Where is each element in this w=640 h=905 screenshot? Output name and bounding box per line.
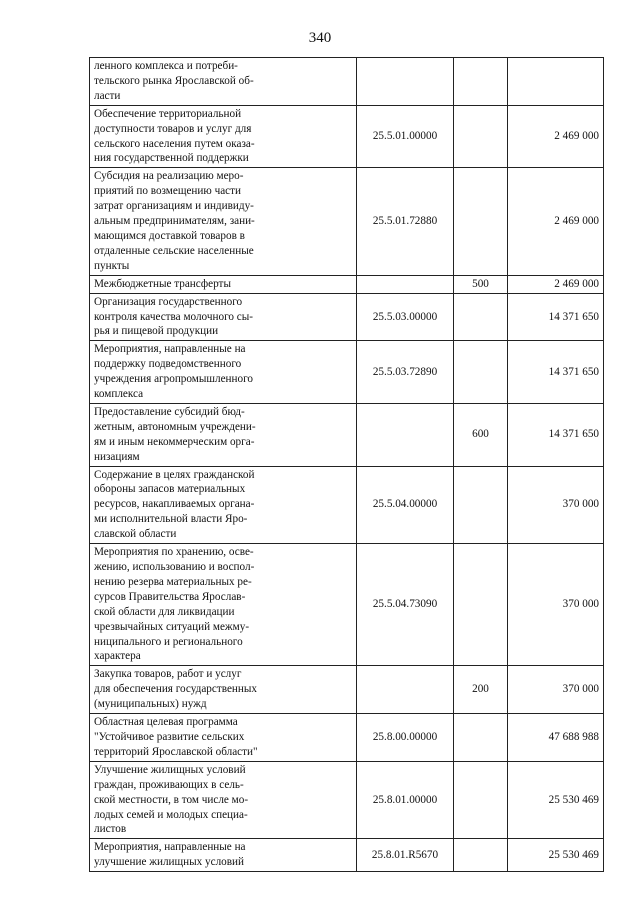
table-row [90, 341, 604, 404]
row-amount [508, 58, 604, 106]
row-amount: 14 371 650 [508, 293, 604, 341]
row-name-cell [90, 714, 357, 762]
row-amount: 25 530 469 [508, 839, 604, 872]
table-row [90, 275, 604, 293]
row-name: Мероприятия, направленные на поддержку подведомственного учреждения агропромышленного комплекса [94, 343, 254, 401]
row-name-cell [90, 275, 357, 293]
row-code: 25.8.00.00000 [357, 714, 454, 762]
table-row [90, 466, 604, 544]
row-amount: 2 469 000 [508, 105, 604, 168]
row-name-cell [90, 466, 357, 544]
row-name: Закупка товаров, работ и услуг для обеспечения государственных (муниципальных) нужд [94, 668, 258, 711]
row-amount: 14 371 650 [508, 403, 604, 466]
row-expense-type [454, 544, 508, 666]
table-row [90, 761, 604, 839]
row-code: 25.8.01.00000 [357, 761, 454, 839]
row-code: 25.5.04.00000 [357, 466, 454, 544]
row-name: ленного комплекса и потреби- тельского рынка Ярославской об- ласти [94, 60, 254, 102]
row-code [357, 275, 454, 293]
row-code: 25.5.04.73090 [357, 544, 454, 666]
row-name-cell [90, 293, 357, 341]
row-name: Субсидия на реализацию меро- приятий по возмещению части затрат организациям и индивиду- альным предпринимателям, зани- мающимся доставкой товаров в отдаленные сельские населенные пункты [94, 170, 255, 272]
row-code: 25.5.01.72880 [357, 168, 454, 275]
row-expense-type [454, 341, 508, 404]
row-amount: 370 000 [508, 544, 604, 666]
row-code: 25.5.03.72890 [357, 341, 454, 404]
budget-table [89, 57, 604, 872]
row-name: Мероприятия, направленные на улучшение жилищных условий [94, 841, 246, 869]
table-row [90, 839, 604, 872]
row-amount: 2 469 000 [508, 275, 604, 293]
page-number: 340 [308, 30, 332, 46]
row-expense-type: 500 [454, 275, 508, 293]
row-amount: 14 371 650 [508, 341, 604, 404]
row-amount: 25 530 469 [508, 761, 604, 839]
row-name: Содержание в целях гражданской обороны запасов материальных ресурсов, накапливаемых органа- ми исполнительной власти Яро- славской области [94, 468, 255, 541]
row-name: Организация государственного контроля качества молочного сы- рья и пищевой продукции [94, 295, 253, 338]
row-expense-type [454, 105, 508, 168]
row-amount: 370 000 [508, 466, 604, 544]
row-name-cell [90, 341, 357, 404]
row-expense-type [454, 839, 508, 872]
row-code [357, 58, 454, 106]
row-name: Межбюджетные трансферты [94, 277, 231, 290]
table-row [90, 714, 604, 762]
row-name: Обеспечение территориальной доступности товаров и услуг для сельского населения путем оказа- ния государственной поддержки [94, 107, 255, 165]
row-code: 25.5.01.00000 [357, 105, 454, 168]
table-row [90, 666, 604, 714]
row-name-cell [90, 761, 357, 839]
budget-table-body [90, 58, 604, 872]
row-name-cell [90, 105, 357, 168]
row-expense-type [454, 293, 508, 341]
table-row [90, 293, 604, 341]
row-code: 25.8.01.R5670 [357, 839, 454, 872]
table-row [90, 544, 604, 666]
row-name: Предоставление субсидий бюд- жетным, автономным учреждени- ям и иным некоммерческим орга- низациям [94, 405, 256, 463]
row-name: Мероприятия по хранению, осве- жению, использованию и воспол- нению резерва материальных ре- сурсов Правительства Ярослав- ской области для ликвидации чрезвычайных ситуаций межму- ниципального и регионального характера [94, 546, 255, 663]
row-name-cell [90, 168, 357, 275]
row-amount: 2 469 000 [508, 168, 604, 275]
row-expense-type [454, 714, 508, 762]
row-name-cell [90, 839, 357, 872]
row-expense-type: 200 [454, 666, 508, 714]
row-name-cell [90, 58, 357, 106]
row-expense-type [454, 58, 508, 106]
row-code [357, 666, 454, 714]
row-code: 25.5.03.00000 [357, 293, 454, 341]
table-row [90, 168, 604, 275]
table-row [90, 58, 604, 106]
row-expense-type [454, 168, 508, 275]
row-name-cell [90, 403, 357, 466]
row-expense-type: 600 [454, 403, 508, 466]
row-name: Областная целевая программа "Устойчивое развитие сельских территорий Ярославской области" [94, 716, 258, 758]
row-name-cell [90, 544, 357, 666]
row-amount: 47 688 988 [508, 714, 604, 762]
table-row [90, 403, 604, 466]
row-expense-type [454, 466, 508, 544]
row-name-cell [90, 666, 357, 714]
row-name: Улучшение жилищных условий граждан, проживающих в сель- ской местности, в том числе мо- лодых семей и молодых специа- листов [94, 763, 249, 836]
row-expense-type [454, 761, 508, 839]
row-code [357, 403, 454, 466]
row-amount: 370 000 [508, 666, 604, 714]
table-row [90, 105, 604, 168]
